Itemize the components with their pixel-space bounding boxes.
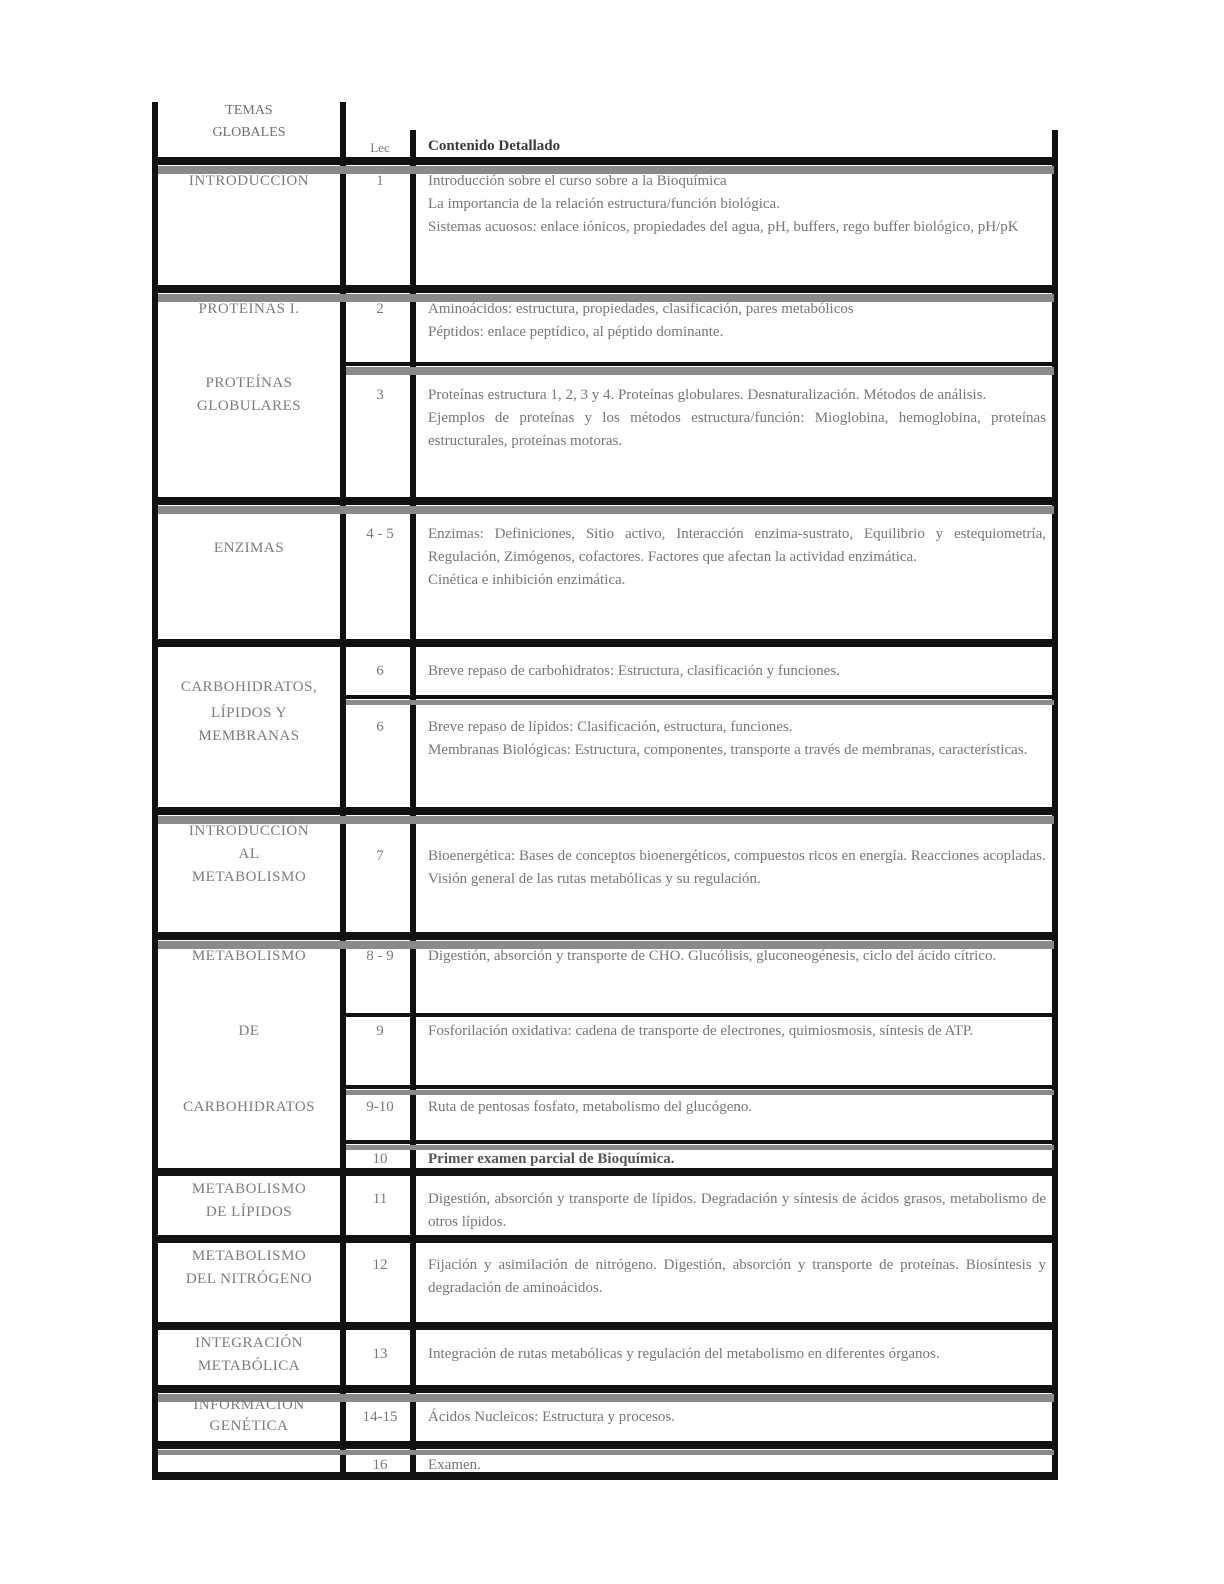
row-topic: CARBOHIDRATOS, <box>180 679 318 695</box>
row-content: Ruta de pentosas fosfato, metabolismo del glucógeno. <box>428 1099 753 1115</box>
row-rule <box>346 1013 1058 1017</box>
row-num: 2 <box>376 301 384 317</box>
row-num: 7 <box>376 848 384 864</box>
column-divider-topic <box>340 102 346 1478</box>
header-content: Contenido Detallado <box>428 138 561 154</box>
row-num: 9 <box>376 1023 384 1039</box>
row-content: Enzimas: Definiciones, Sitio activo, Interacción enzima-sustrato, Equilibrio y estequiometría, Regulación, Zimógenos, cofactores. Factores que afectan la actividad enzimática. Cinética e inhibición enzimática. <box>428 526 1046 588</box>
table-right-border <box>1052 130 1058 1478</box>
header-num: Lec <box>370 140 390 155</box>
row-rule <box>152 1322 1058 1330</box>
row-topic: METABOLISMO DEL NITRÓGENO <box>185 1248 313 1287</box>
row-content: Primer examen parcial de Bioquímica. <box>428 1151 675 1167</box>
row-content: Proteínas estructura 1, 2, 3 y 4. Proteínas globulares. Desnaturalización. Métodos de análisis. Ejemplos de proteínas y los métodos estructura/función: Mioglobina, hemoglobina, proteínas estructurales, proteínas motoras. <box>428 387 1046 449</box>
row-content: Bioenergética: Bases de conceptos bioenergéticos, compuestos ricos en energía. Reacciones acopladas. Visión general de las rutas metabólicas y su regulación. <box>428 848 1046 887</box>
row-topic: METABOLISMO <box>191 948 307 964</box>
row-content: Fosforilación oxidativa: cadena de transporte de electrones, quimiosmosis, síntesis de ATP. <box>428 1023 974 1039</box>
row-content: Digestión, absorción y transporte de lípidos. Degradación y síntesis de ácidos grasos, metabolismo de otros lípidos. <box>428 1191 1046 1230</box>
row-rule <box>152 497 1058 505</box>
row-rule <box>152 932 1058 940</box>
row-topic: DE <box>238 1023 260 1039</box>
row-shade <box>346 367 1054 375</box>
header-rule <box>152 157 1058 165</box>
row-content: Fijación y asimilación de nitrógeno. Digestión, absorción y transporte de proteínas. Biosíntesis y degradación de aminoácidos. <box>428 1257 1046 1296</box>
row-topic: INTEGRACIÓN METABÓLICA <box>195 1335 303 1374</box>
row-rule <box>152 807 1058 815</box>
row-num: 14-15 <box>362 1409 398 1425</box>
row-rule <box>346 695 1058 699</box>
row-content: Aminoácidos: estructura, propiedades, clasificación, pares metabólicos Péptidos: enlace peptídico, al péptido dominante. <box>428 301 854 340</box>
row-num: 12 <box>372 1257 388 1273</box>
row-content: Ácidos Nucleicos: Estructura y procesos. <box>428 1409 676 1425</box>
row-num: 4 - 5 <box>366 526 394 542</box>
row-topic: INFORMACIÓN GENÉTICA <box>193 1397 305 1434</box>
row-shade <box>158 506 1054 514</box>
row-rule <box>152 1235 1058 1243</box>
row-content: Breve repaso de carbohidratos: Estructura, clasificación y funciones. <box>428 663 840 679</box>
row-num: 10 <box>372 1151 388 1167</box>
row-num: 9-10 <box>366 1099 394 1115</box>
row-topic: METABOLISMO DE LÍPIDOS <box>191 1181 307 1220</box>
row-content: Introducción sobre el curso sobre a la Bioquímica La importancia de la relación estructura/función biológica. Sistemas acuosos: enlace iónicos, propiedades del agua, pH, buffers, rego buffer biológico, pH/pK <box>428 173 1019 235</box>
row-num: 11 <box>372 1191 388 1207</box>
row-rule <box>152 639 1058 647</box>
row-rule <box>152 1441 1058 1449</box>
table-left-border <box>152 102 158 1478</box>
row-topic: CARBOHIDRATOS <box>182 1099 316 1115</box>
row-topic: PROTEÍNAS I. <box>198 301 300 317</box>
row-num: 8 - 9 <box>366 948 394 964</box>
row-topic: LÍPIDOS Y MEMBRANAS <box>198 705 300 744</box>
row-num: 1 <box>376 173 384 189</box>
row-content: Examen. <box>428 1457 481 1473</box>
row-content: Integración de rutas metabólicas y regulación del metabolismo en diferentes órganos. <box>428 1346 940 1362</box>
row-num: 13 <box>372 1346 388 1362</box>
row-rule <box>152 285 1058 293</box>
row-topic: INTRODUCCIÓN AL METABOLISMO <box>188 823 310 885</box>
row-topic: PROTEÍNAS GLOBULARES <box>196 375 302 414</box>
column-divider-num <box>410 130 416 1478</box>
row-topic: INTRODUCCIÓN <box>188 173 310 189</box>
row-rule <box>346 1140 1058 1144</box>
row-shade <box>346 700 1054 705</box>
row-num: 6 <box>376 719 384 735</box>
row-rule <box>152 1385 1058 1393</box>
row-rule <box>346 1085 1058 1089</box>
row-num: 6 <box>376 663 384 679</box>
row-shade <box>346 1090 1054 1095</box>
row-num: 3 <box>376 387 384 403</box>
row-content: Digestión, absorción y transporte de CHO. Glucólisis, gluconeogénesis, ciclo del ácido cítrico. <box>428 948 997 964</box>
row-topic: ENZIMAS <box>213 540 285 556</box>
row-rule <box>346 362 1058 366</box>
row-content: Breve repaso de lípidos: Clasificación, estructura, funciones. Membranas Biológicas: Estructura, componentes, transporte a través de membranas, características. <box>428 719 1028 758</box>
row-num: 16 <box>372 1457 388 1473</box>
header-topic: TEMAS GLOBALES <box>212 103 286 140</box>
